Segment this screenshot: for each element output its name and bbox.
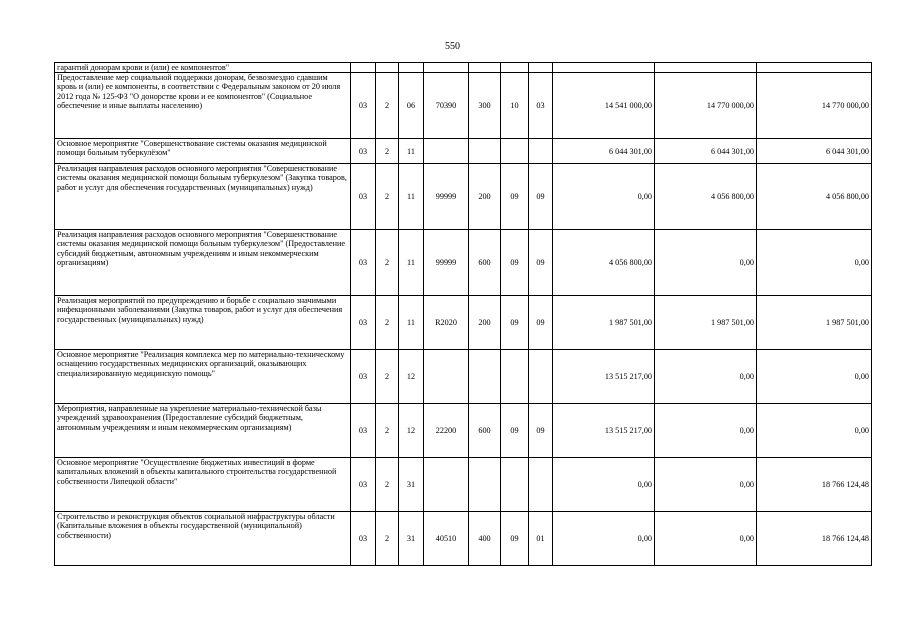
subsection-cell xyxy=(529,63,553,73)
expense-type-cell xyxy=(469,139,501,164)
section-cell xyxy=(501,350,529,404)
expense-direction-cell: 40510 xyxy=(424,512,469,566)
amount-year-3-cell: 0,00 xyxy=(757,404,872,458)
page-number: 550 xyxy=(445,41,460,52)
expense-type-cell: 600 xyxy=(469,404,501,458)
amount-year-2-cell: 0,00 xyxy=(655,230,757,296)
expense-direction-cell: 22200 xyxy=(424,404,469,458)
measure-code-cell: 11 xyxy=(399,296,424,350)
table-row xyxy=(55,73,872,139)
expense-type-cell xyxy=(469,63,501,73)
measure-code-cell: 11 xyxy=(399,164,424,230)
measure-code-cell: 11 xyxy=(399,230,424,296)
table-row xyxy=(55,296,872,350)
measure-code-cell: 06 xyxy=(399,73,424,139)
amount-year-3-cell: 14 770 000,00 xyxy=(757,73,872,139)
row-name-cell: Основное мероприятие "Совершенствование системы оказания медицинской помощи больным туберкулёзом" xyxy=(55,139,351,164)
measure-code-cell: 12 xyxy=(399,350,424,404)
row-name-cell: Реализация мероприятий по предупреждению и борьбе с социально значимыми инфекционными заболеваниями (Закупка товаров, работ и услуг для обеспечения государственных (муниципальных) нужд) xyxy=(55,296,351,350)
section-cell xyxy=(501,458,529,512)
subsection-cell: 09 xyxy=(529,404,553,458)
subprogram-code-cell: 2 xyxy=(376,296,399,350)
program-code-cell: 03 xyxy=(351,139,376,164)
expense-type-cell: 200 xyxy=(469,296,501,350)
table-row xyxy=(55,63,872,73)
table-row xyxy=(55,404,872,458)
expense-type-cell: 400 xyxy=(469,512,501,566)
row-name-cell: гарантий донорам крови и (или) ее компонентов" xyxy=(55,63,351,73)
section-cell: 09 xyxy=(501,404,529,458)
section-cell: 10 xyxy=(501,73,529,139)
subsection-cell: 03 xyxy=(529,73,553,139)
amount-year-1-cell: 4 056 800,00 xyxy=(553,230,655,296)
expense-direction-cell: 70390 xyxy=(424,73,469,139)
amount-year-1-cell: 13 515 217,00 xyxy=(553,350,655,404)
amount-year-3-cell: 0,00 xyxy=(757,230,872,296)
expense-direction-cell: 99999 xyxy=(424,164,469,230)
subsection-cell: 09 xyxy=(529,230,553,296)
subprogram-code-cell: 2 xyxy=(376,350,399,404)
table-row xyxy=(55,139,872,164)
amount-year-3-cell: 1 987 501,00 xyxy=(757,296,872,350)
row-name-cell: Мероприятия, направленные на укрепление материально-технической базы учреждений здравоохранения (Предоставление субсидий бюджетным, автономным учреждениям и иным некоммерческим организациям) xyxy=(55,404,351,458)
subprogram-code-cell: 2 xyxy=(376,512,399,566)
amount-year-2-cell: 0,00 xyxy=(655,512,757,566)
expense-type-cell: 200 xyxy=(469,164,501,230)
amount-year-2-cell: 6 044 301,00 xyxy=(655,139,757,164)
amount-year-3-cell xyxy=(757,63,872,73)
table-row xyxy=(55,164,872,230)
program-code-cell: 03 xyxy=(351,230,376,296)
section-cell: 09 xyxy=(501,230,529,296)
expense-direction-cell xyxy=(424,350,469,404)
row-name-cell: Основное мероприятие "Реализация комплекса мер по материально-техническому оснащению государственных медицинских организаций, оказывающих специализированную медицинскую помощь" xyxy=(55,350,351,404)
amount-year-1-cell: 0,00 xyxy=(553,458,655,512)
section-cell xyxy=(501,139,529,164)
program-code-cell: 03 xyxy=(351,404,376,458)
program-code-cell: 03 xyxy=(351,350,376,404)
row-name-cell: Строительство и реконструкция объектов социальной инфраструктуры области (Капитальные вложения в объекты государственной (муниципальной) собственности) xyxy=(55,512,351,566)
budget-table xyxy=(54,62,872,566)
section-cell: 09 xyxy=(501,164,529,230)
subprogram-code-cell: 2 xyxy=(376,139,399,164)
program-code-cell: 03 xyxy=(351,512,376,566)
amount-year-3-cell: 0,00 xyxy=(757,350,872,404)
amount-year-3-cell: 18 766 124,48 xyxy=(757,512,872,566)
expense-direction-cell xyxy=(424,458,469,512)
amount-year-3-cell: 18 766 124,48 xyxy=(757,458,872,512)
amount-year-2-cell xyxy=(655,63,757,73)
amount-year-1-cell xyxy=(553,63,655,73)
amount-year-3-cell: 6 044 301,00 xyxy=(757,139,872,164)
expense-type-cell: 600 xyxy=(469,230,501,296)
program-code-cell xyxy=(351,63,376,73)
amount-year-3-cell: 4 056 800,00 xyxy=(757,164,872,230)
table-row xyxy=(55,458,872,512)
expense-direction-cell: R2020 xyxy=(424,296,469,350)
expense-direction-cell: 99999 xyxy=(424,230,469,296)
expense-direction-cell xyxy=(424,139,469,164)
amount-year-1-cell: 13 515 217,00 xyxy=(553,404,655,458)
measure-code-cell: 31 xyxy=(399,512,424,566)
subprogram-code-cell: 2 xyxy=(376,404,399,458)
subprogram-code-cell xyxy=(376,63,399,73)
program-code-cell: 03 xyxy=(351,73,376,139)
program-code-cell: 03 xyxy=(351,458,376,512)
amount-year-2-cell: 0,00 xyxy=(655,350,757,404)
subprogram-code-cell: 2 xyxy=(376,73,399,139)
expense-type-cell xyxy=(469,350,501,404)
row-name-cell: Реализация направления расходов основного мероприятия "Совершенствование системы оказания медицинской помощи больным туберкулезом" (Закупка товаров, работ и услуг для обеспечения государственных (муниципальных) нужд) xyxy=(55,164,351,230)
amount-year-2-cell: 1 987 501,00 xyxy=(655,296,757,350)
subsection-cell xyxy=(529,350,553,404)
row-name-cell: Основное мероприятие "Осуществление бюджетных инвестиций в форме капитальных вложений в объекты капитального строительства государственной собственности Липецкой области" xyxy=(55,458,351,512)
table-row xyxy=(55,512,872,566)
subsection-cell xyxy=(529,458,553,512)
subsection-cell: 09 xyxy=(529,164,553,230)
table-body xyxy=(55,63,872,566)
table-row xyxy=(55,350,872,404)
amount-year-2-cell: 0,00 xyxy=(655,404,757,458)
measure-code-cell: 11 xyxy=(399,139,424,164)
subsection-cell xyxy=(529,139,553,164)
subprogram-code-cell: 2 xyxy=(376,230,399,296)
measure-code-cell: 12 xyxy=(399,404,424,458)
row-name-cell: Реализация направления расходов основного мероприятия "Совершенствование системы оказания медицинской помощи больным туберкулезом" (Предоставление субсидий бюджетным, автономным учреждениям и иным некоммерческим организациям) xyxy=(55,230,351,296)
expense-type-cell xyxy=(469,458,501,512)
measure-code-cell: 31 xyxy=(399,458,424,512)
expense-type-cell: 300 xyxy=(469,73,501,139)
amount-year-1-cell: 14 541 000,00 xyxy=(553,73,655,139)
amount-year-1-cell: 6 044 301,00 xyxy=(553,139,655,164)
row-name-cell: Предоставление мер социальной поддержки донорам, безвозмездно сдавшим кровь и (или) ее компоненты, в соответствии с Федеральным законом от 20 июля 2012 года № 125-ФЗ "О донорстве крови и ее компонентов" (Социальное обеспечение и иные выплаты населению) xyxy=(55,73,351,139)
section-cell: 09 xyxy=(501,296,529,350)
section-cell: 09 xyxy=(501,512,529,566)
program-code-cell: 03 xyxy=(351,296,376,350)
amount-year-1-cell: 0,00 xyxy=(553,164,655,230)
program-code-cell: 03 xyxy=(351,164,376,230)
expense-direction-cell xyxy=(424,63,469,73)
subsection-cell: 09 xyxy=(529,296,553,350)
amount-year-2-cell: 4 056 800,00 xyxy=(655,164,757,230)
section-cell xyxy=(501,63,529,73)
amount-year-2-cell: 0,00 xyxy=(655,458,757,512)
subprogram-code-cell: 2 xyxy=(376,164,399,230)
table-row xyxy=(55,230,872,296)
amount-year-1-cell: 1 987 501,00 xyxy=(553,296,655,350)
amount-year-2-cell: 14 770 000,00 xyxy=(655,73,757,139)
subprogram-code-cell: 2 xyxy=(376,458,399,512)
amount-year-1-cell: 0,00 xyxy=(553,512,655,566)
measure-code-cell xyxy=(399,63,424,73)
subsection-cell: 01 xyxy=(529,512,553,566)
